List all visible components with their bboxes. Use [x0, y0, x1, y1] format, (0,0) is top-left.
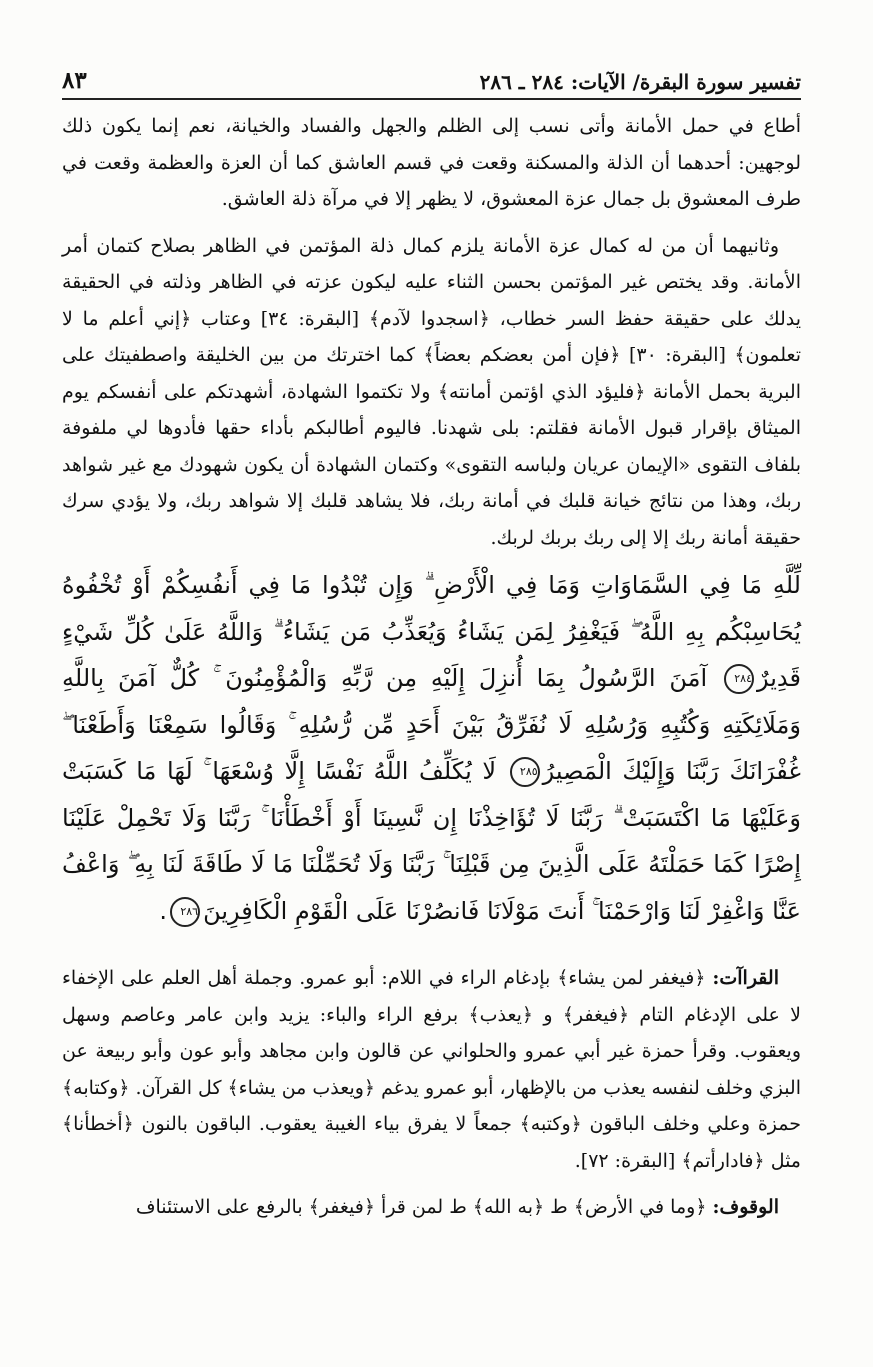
verse-number-284: ٢٨٤ [724, 664, 754, 694]
verse-number-285: ٢٨٥ [510, 757, 540, 787]
verses-end-mark: . [159, 896, 168, 925]
qiraat-text: ﴿فيغفر لمن يشاء﴾ بإدغام الراء في اللام: أبو عمرو. وجملة أهل العلم على الإخفاء لا على الإدغام التام ﴿فيغفر﴾ و ﴿يعذب﴾ برفع الراء والباء: يزيد وابن عامر وعاصم وسهل ويعقوب. وقرأ حمزة غير أبي عمرو والحلواني عن قالون وابن مجاهد وأبو عون وأبو ربيعة عن البزي وخلف لنفسه يعذب من بالإظهار، أبو عمرو يدغم ﴿ويعذب من يشاء﴾ كل القرآن. ﴿وكتابه﴾ حمزة وعلي وخلف الباقون ﴿وكتبه﴾ جمعاً لا يفرق بياء الغيبة يعقوب. الباقون بالنون ﴿أخطأنا﴾ مثل ﴿فادارأتم﴾ [البقرة: ٧٢]. [62, 967, 801, 1172]
verse-285: آمَنَ الرَّسُولُ بِمَا أُنزِلَ إِلَيْهِ مِن رَّبِّهِ وَالْمُؤْمِنُونَ ۚ كُلٌّ آمَنَ بِاللَّهِ وَمَلَائِكَتِهِ وَكُتُبِهِ وَرُسُلِهِ لَا نُفَرِّقُ بَيْنَ أَحَدٍ مِّن رُّسُلِهِ ۚ وَقَالُوا سَمِعْنَا وَأَطَعْنَا ۖ غُفْرَانَكَ رَبَّنَا وَإِلَيْكَ الْمَصِيرُ [62, 664, 801, 785]
wuquf-text: ﴿وما في الأرض﴾ ط ﴿به الله﴾ ط لمن قرأ ﴿فيغفر﴾ بالرفع على الاستئناف [135, 1196, 707, 1218]
paragraph-1: أطاع في حمل الأمانة وأتى نسب إلى الظلم والجهل والفساد والخيانة، نعم إنما يكون ذلك لوجهين: أحدهما أن الذلة والمسكنة وقعت في قسم العاشق كما أن العزة والعظمة وقعت في طرف المعشوق بل جمال عزة المعشوق، لا يظهر إلا في مرآة ذلة العاشق. [62, 115, 801, 210]
wuquf-heading: الوقوف: [712, 1196, 779, 1218]
header-rule [62, 98, 801, 100]
verse-284: لِّلَّهِ مَا فِي السَّمَاوَاتِ وَمَا فِي الْأَرْضِ ۗ وَإِن تُبْدُوا مَا فِي أَنفُسِكُمْ أَوْ تُخْفُوهُ يُحَاسِبْكُم بِهِ اللَّهُ ۖ فَيَغْفِرُ لِمَن يَشَاءُ وَيُعَذِّبُ مَن يَشَاءُ ۗ وَاللَّهُ عَلَىٰ كُلِّ شَيْءٍ قَدِيرٌ [62, 571, 801, 692]
paragraph-2: وثانيهما أن من له كمال عزة الأمانة يلزم كمال ذلة المؤتمن في الظاهر بصلاح كتمان أمر الأمانة. وقد يختص غير المؤتمن بحسن الثناء عليه ليكون عزته في الظاهر وذلته في الحقيقة يدلك على حقيقة حفظ السر خطاب، ﴿اسجدوا لآدم﴾ [البقرة: ٣٤] وعتاب ﴿إني أعلم ما لا تعلمون﴾ [البقرة: ٣٠] ﴿فإن أمن بعضكم بعضاً﴾ كما اخترتك من بين الخليقة واصطفيتك على البرية بحمل الأمانة ﴿فليؤد الذي اؤتمن أمانته﴾ ولا تكتموا الشهادة، أشهدتكم على أنفسكم يوم الميثاق بإقرار قبول الأمانة فقلتم: بلى شهدنا. فاليوم أطالبكم بأداء حقها فأدوها لي ملفوفة بلفاف التقوى «الإيمان عريان ولباسه التقوى» وكتمان الشهادة أن يكون شهودك مع غير شواهد ربك، وهذا من نتائج خيانة قلبك في أمانة ربك، فلا يشاهد قلبك إلا شواهد ربك، ولا يؤدي سرك حقيقة أمانة ربك إلا إلى ربك بربك لربك. [62, 234, 802, 549]
quran-verses [62, 562, 801, 934]
wuquf-section [62, 1189, 801, 1226]
running-title: تفسير سورة البقرة/ الآيات: ٢٨٤ ـ ٢٨٦ [479, 70, 801, 94]
page-body [62, 108, 801, 1226]
verse-286: لَا يُكَلِّفُ اللَّهُ نَفْسًا إِلَّا وُسْعَهَا ۚ لَهَا مَا كَسَبَتْ وَعَلَيْهَا مَا اكْتَسَبَتْ ۗ رَبَّنَا لَا تُؤَاخِذْنَا إِن نَّسِينَا أَوْ أَخْطَأْنَا ۚ رَبَّنَا وَلَا تَحْمِلْ عَلَيْنَا إِصْرًا كَمَا حَمَلْتَهُ عَلَى الَّذِينَ مِن قَبْلِنَا ۚ رَبَّنَا وَلَا تُحَمِّلْنَا مَا لَا طَاقَةَ لَنَا بِهِ ۖ وَاعْفُ عَنَّا وَاغْفِرْ لَنَا وَارْحَمْنَا ۚ أَنتَ مَوْلَانَا فَانصُرْنَا عَلَى الْقَوْمِ الْكَافِرِينَ [62, 757, 801, 925]
running-header [62, 60, 801, 94]
page-number: ٨٣ [62, 67, 87, 94]
verse-number-286: ٢٨٦ [170, 897, 200, 927]
qiraat-heading: القراآت: [712, 967, 779, 989]
qiraat-section [62, 960, 801, 1179]
